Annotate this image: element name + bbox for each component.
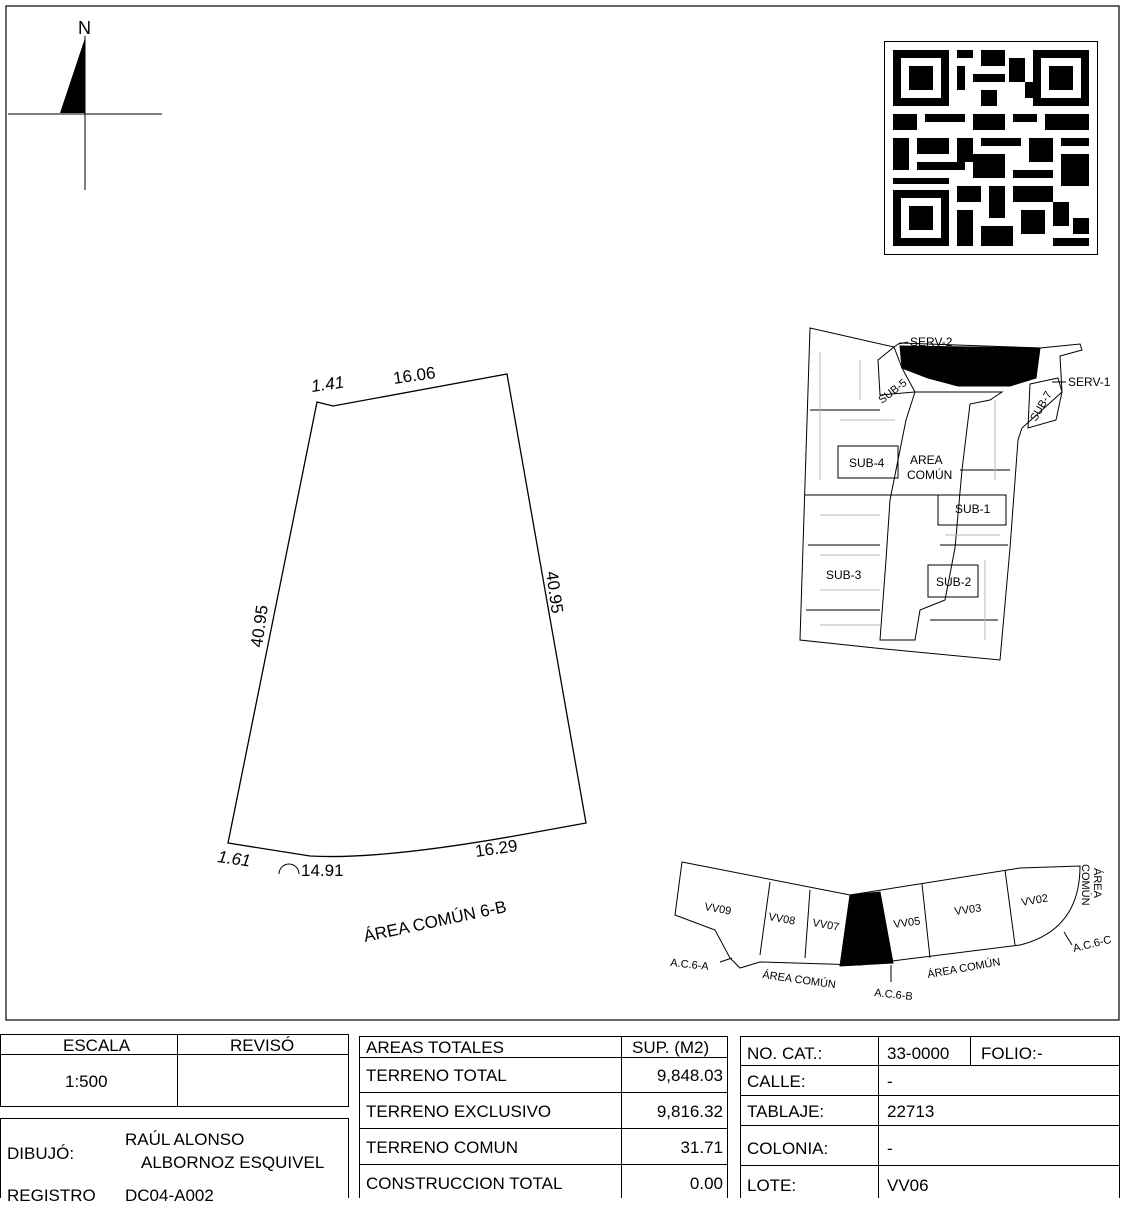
cadastre-no-cat-label: NO. CAT.: <box>740 1036 879 1066</box>
central-common-area <box>880 392 1002 640</box>
label-area-right: ÁREA <box>1091 868 1103 898</box>
label-serv-2: SERV-2 <box>910 335 953 349</box>
adjacent-area-label: ÁREA COMÚN 6-B <box>361 897 509 946</box>
lots-plan <box>675 862 1080 982</box>
location-plan <box>800 328 1082 660</box>
cadastre-tablaje-value: 22713 <box>878 1095 1120 1126</box>
lots-plan-labels <box>670 864 1113 1003</box>
label-sub-5: SUB-5 <box>876 376 910 407</box>
areas-row-value: 9,816.32 <box>621 1092 728 1129</box>
reviso-value <box>177 1054 349 1107</box>
dim-top: 16.06 <box>391 363 437 388</box>
areas-row-value: 0.00 <box>621 1164 728 1198</box>
lot-vv06-highlight <box>840 892 893 966</box>
areas-row-label: CONSTRUCCION TOTAL <box>359 1164 622 1198</box>
areas-row-label: TERRENO COMUN <box>359 1128 622 1165</box>
cadastre-colonia-label: COLONIA: <box>740 1125 879 1166</box>
dibujo-cell <box>0 1118 349 1205</box>
lot-boundary <box>228 374 586 857</box>
qr-code-icon <box>885 42 1097 254</box>
escala-value: 1:500 <box>0 1054 178 1107</box>
areas-header-label: AREAS TOTALES <box>359 1036 622 1058</box>
north-arrow-icon <box>60 38 85 113</box>
dim-left: 40.95 <box>247 603 272 649</box>
registro-label: REGISTRO <box>7 1186 96 1205</box>
areas-row-value: 9,848.03 <box>621 1057 728 1093</box>
cadastre-no-cat-value: 33-0000 <box>878 1036 971 1066</box>
label-sub-3: SUB-3 <box>826 568 862 582</box>
label-area: AREA <box>910 453 943 467</box>
north-arrow <box>8 18 162 190</box>
label-vv08: VV08 <box>767 911 797 928</box>
lot-plan <box>216 363 586 946</box>
registro-value: DC04-A002 <box>125 1186 214 1205</box>
label-ac6c: A.C.6-C <box>1071 933 1113 955</box>
qr-code <box>884 41 1098 255</box>
label-vv05: VV05 <box>892 915 922 931</box>
label-vv07: VV07 <box>811 917 841 934</box>
dim-bottom-short: 1.61 <box>216 847 252 871</box>
dim-bottom-right: 16.29 <box>473 836 519 861</box>
areas-row-value: 31.71 <box>621 1128 728 1165</box>
label-comun: COMÚN <box>907 468 953 482</box>
arc-symbol-icon <box>279 864 299 874</box>
cadastre-lote-value: VV06 <box>878 1165 1120 1198</box>
serv-2-area <box>900 346 1040 386</box>
dibujo-name-1: RAÚL ALONSO <box>125 1130 245 1149</box>
areas-header-unit: SUP. (M2) <box>621 1036 728 1058</box>
areas-row-label: TERRENO EXCLUSIVO <box>359 1092 622 1129</box>
areas-row-label: TERRENO TOTAL <box>359 1057 622 1093</box>
label-area-comun-left: ÁREA COMÚN <box>761 969 837 992</box>
label-serv-1: SERV-1 <box>1068 375 1111 389</box>
label-vv03: VV03 <box>953 902 983 918</box>
label-sub-7: SUB-7 <box>1028 389 1055 424</box>
reviso-header: REVISÓ <box>177 1034 349 1055</box>
escala-header: ESCALA <box>0 1034 178 1055</box>
label-sub-2: SUB-2 <box>936 575 972 589</box>
dim-top-short: 1.41 <box>309 372 346 396</box>
label-ac6a: A.C.6-A <box>669 957 710 974</box>
label-vv09: VV09 <box>703 901 733 918</box>
cadastre-calle-value: - <box>878 1065 1120 1096</box>
label-area-comun-mid: ÁREA COMÚN <box>926 956 1002 981</box>
dibujo-label: DIBUJÓ: <box>7 1144 75 1163</box>
cadastre-colonia-value: - <box>878 1125 1120 1166</box>
cadastre-folio: FOLIO: - <box>970 1036 1120 1066</box>
label-vv02: VV02 <box>1020 892 1050 909</box>
label-sub-1: SUB-1 <box>955 502 991 516</box>
label-sub-4: SUB-4 <box>849 456 885 470</box>
cadastre-tablaje-label: TABLAJE: <box>740 1095 879 1126</box>
cadastre-calle-label: CALLE: <box>740 1065 879 1096</box>
label-ac6b: A.C.6-B <box>873 987 914 1004</box>
north-label: N <box>78 18 91 38</box>
dim-bottom-arc: 14.91 <box>301 861 344 880</box>
cadastre-lote-label: LOTE: <box>740 1165 879 1198</box>
dibujo-name-2: ALBORNOZ ESQUIVEL <box>141 1153 325 1172</box>
label-comun-right: COMÚN <box>1079 864 1091 906</box>
dim-right: 40.95 <box>542 569 567 615</box>
